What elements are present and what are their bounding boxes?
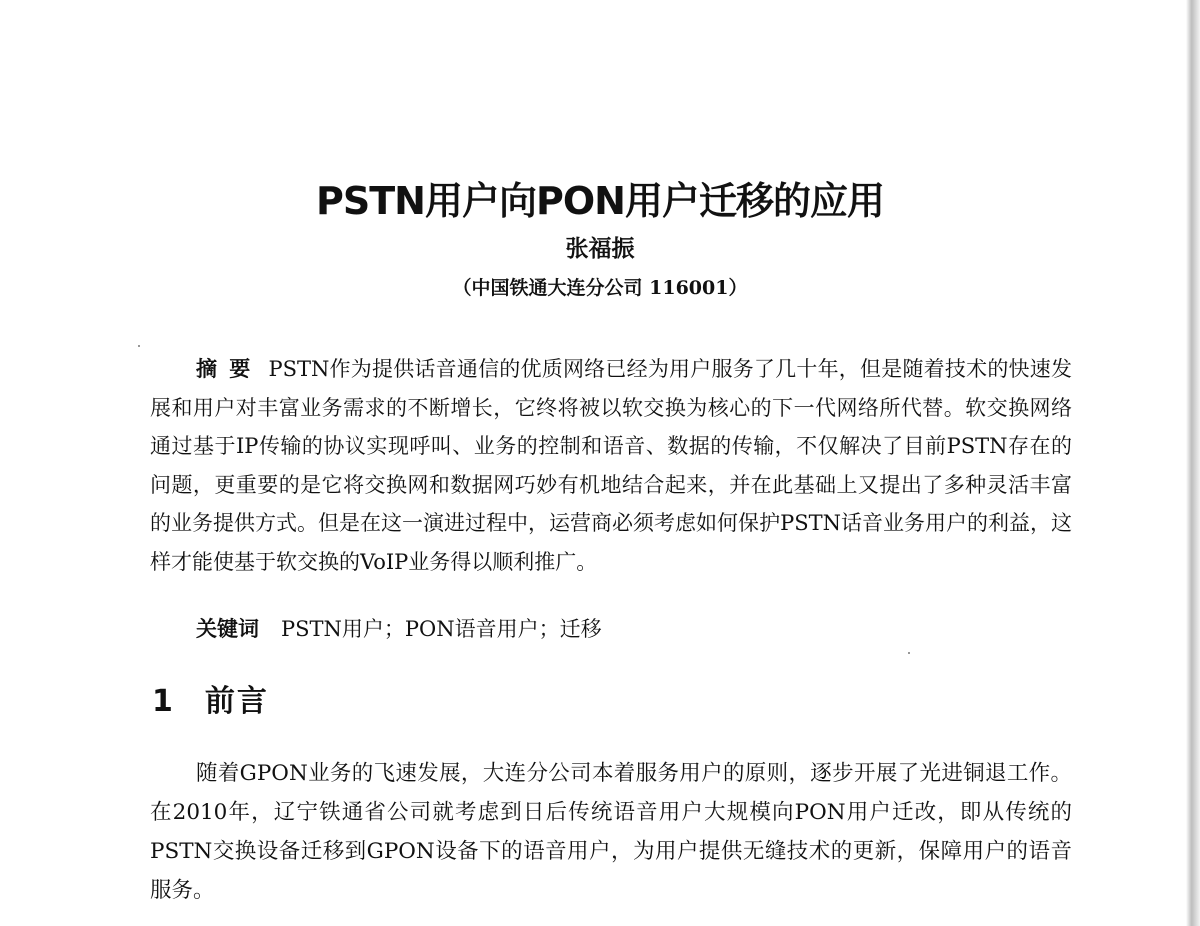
author-affiliation: （中国铁通大连分公司 116001） bbox=[452, 277, 748, 299]
keywords-line bbox=[196, 613, 602, 645]
scan-edge-shadow bbox=[1186, 0, 1200, 926]
keywords-text: PSTN用户；PON语音用户；迁移 bbox=[281, 617, 602, 641]
scan-speck bbox=[908, 652, 910, 654]
section-heading bbox=[152, 680, 269, 724]
keywords-label: 关键词 bbox=[196, 617, 259, 641]
abstract-text: PSTN作为提供话音通信的优质网络已经为用户服务了几十年，但是随着技术的快速发展和用户对丰富业务需求的不断增长，它终将被以软交换为核心的下一代网络所代替。软交换网络通过基于IP传输的协议实现呼叫、业务的控制和语音、数据的传输，不仅解决了目前PSTN存在的问题，更重要的是它将交换网和数据网巧妙有机地结合起来，并在此基础上又提出了多种灵活丰富的业务提供方式。但是在这一演进过程中，运营商必须考虑如何保护PSTN话音业务用户的利益，这样才能使基于软交换的VoIP业务得以顺利推广。 bbox=[150, 357, 1072, 574]
section-number: 1 bbox=[152, 684, 173, 719]
abstract-label: 摘要 bbox=[196, 357, 263, 381]
section-paragraph: 随着GPON业务的飞速发展，大连分公司本着服务用户的原则，逐步开展了光进铜退工作。在2010年，辽宁铁通省公司就考虑到日后传统语音用户大规模向PON用户迁改，即从传统的PSTN交换设备迁移到GPON设备下的语音用户，为用户提供无缝技术的更新，保障用户的语音服务。 bbox=[150, 761, 1072, 903]
author-name: 张福振 bbox=[565, 236, 635, 262]
section-title: 前言 bbox=[204, 684, 269, 719]
scan-speck bbox=[138, 345, 140, 347]
paper-title: PSTN用户向PON用户迁移的应用 bbox=[316, 179, 884, 223]
abstract-paragraph bbox=[150, 350, 1072, 581]
